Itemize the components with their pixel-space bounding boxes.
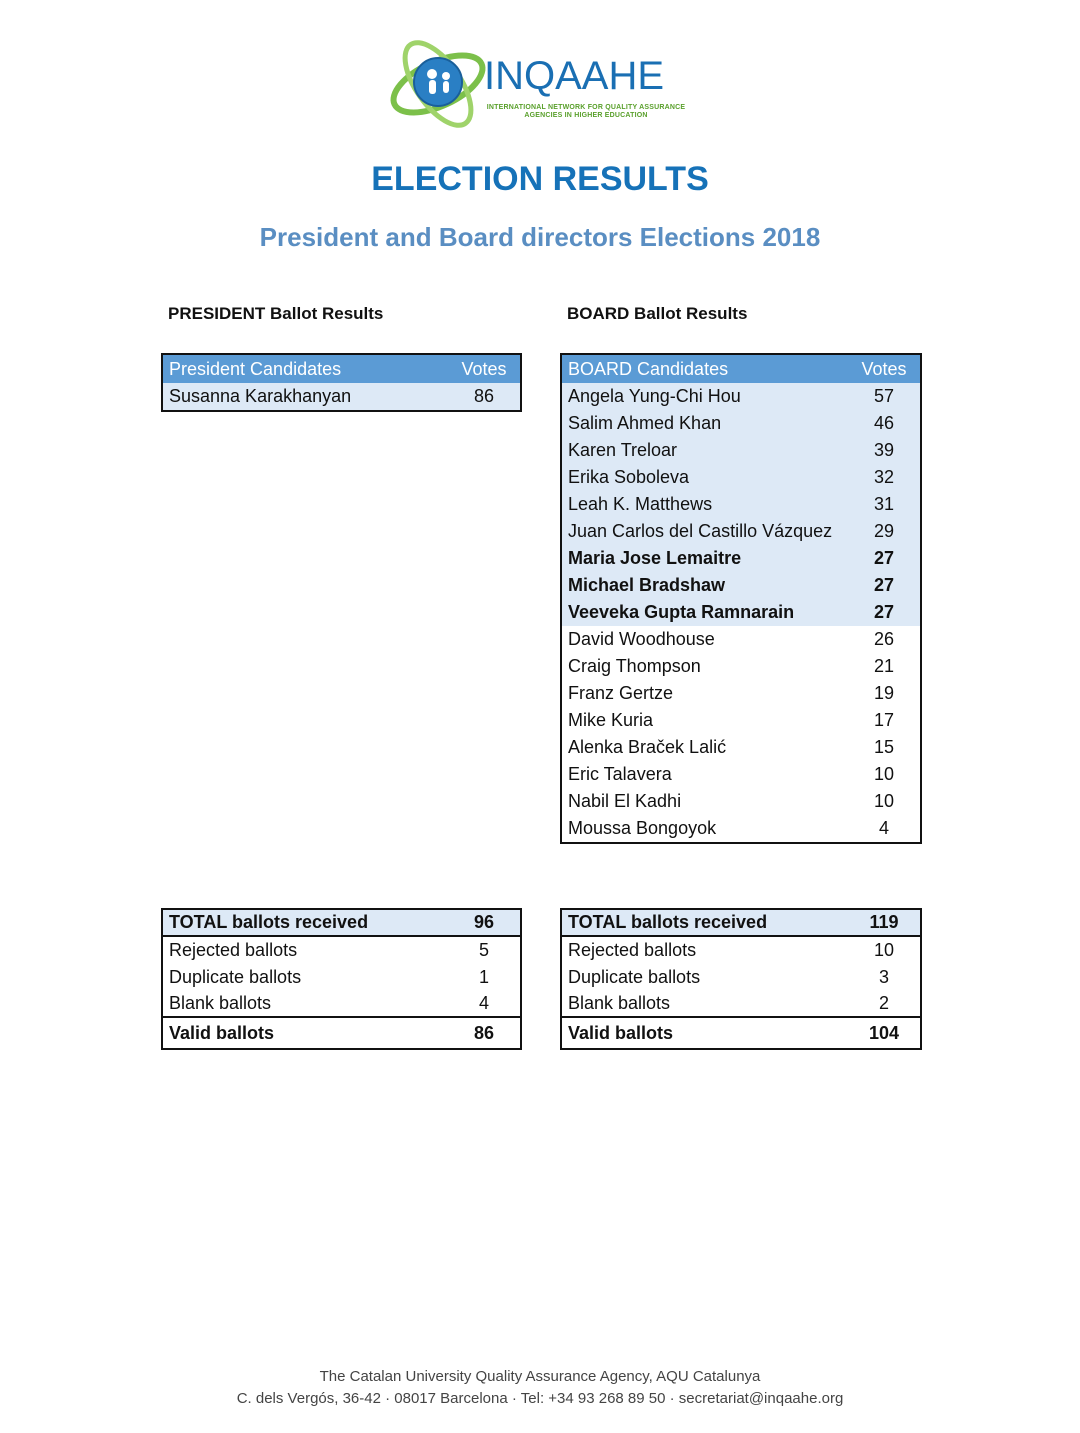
- table-header: [163, 355, 520, 383]
- totals-value: 4: [478, 993, 489, 1013]
- candidate-name: Salim Ahmed Khan: [568, 413, 722, 433]
- table-row: [562, 653, 920, 680]
- page-subtitle: President and Board directors Elections 2018: [259, 222, 821, 252]
- candidate-votes: 86: [473, 386, 495, 406]
- candidate-name: Susanna Karakhanyan: [169, 386, 352, 406]
- candidate-votes: 10: [873, 764, 895, 784]
- candidate-votes: 46: [873, 413, 895, 433]
- totals-label: Blank ballots: [169, 993, 272, 1013]
- totals-value: 86: [473, 1022, 495, 1043]
- table-row: [562, 788, 920, 815]
- totals-label: Valid ballots: [169, 1022, 275, 1043]
- president-totals-table: [161, 908, 522, 1050]
- rejected-ballots-row: [562, 937, 920, 964]
- totals-value: 104: [868, 1022, 900, 1043]
- candidate-name: Angela Yung-Chi Hou: [568, 386, 741, 406]
- table-row: [562, 815, 920, 842]
- table-row: [562, 491, 920, 518]
- total-ballots-row: [163, 910, 520, 937]
- totals-label: Valid ballots: [568, 1022, 674, 1043]
- footer-agency: The Catalan University Quality Assurance Agency, AQU Catalunya: [319, 1368, 761, 1385]
- candidate-votes: 27: [873, 548, 895, 568]
- candidate-name: Leah K. Matthews: [568, 494, 713, 514]
- duplicate-ballots-row: [562, 964, 920, 991]
- candidate-votes: 39: [873, 440, 895, 460]
- candidate-name: Michael Bradshaw: [568, 575, 726, 595]
- table-header: [562, 355, 920, 383]
- candidate-votes: 21: [873, 656, 895, 676]
- header-name: President Candidates: [169, 358, 342, 379]
- header-votes: Votes: [861, 358, 907, 379]
- candidate-name: Karen Treloar: [568, 440, 678, 460]
- totals-value: 10: [873, 940, 895, 960]
- blank-ballots-row: [562, 991, 920, 1018]
- page-title: ELECTION RESULTS: [371, 160, 709, 198]
- candidate-name: Erika Soboleva: [568, 467, 690, 487]
- candidate-name: Alenka Braček Lalić: [568, 737, 727, 757]
- table-row: [562, 518, 920, 545]
- president-candidates-table: [161, 353, 522, 412]
- candidate-votes: 10: [873, 791, 895, 811]
- header-name: BOARD Candidates: [568, 358, 729, 379]
- candidate-name: Veeveka Gupta Ramnarain: [568, 602, 795, 622]
- candidate-votes: 29: [873, 521, 895, 541]
- header-votes: Votes: [461, 358, 507, 379]
- totals-value: 96: [473, 912, 495, 932]
- candidate-name: Mike Kuria: [568, 710, 654, 730]
- totals-value: 3: [878, 967, 889, 987]
- candidate-name: Craig Thompson: [568, 656, 701, 676]
- totals-label: Blank ballots: [568, 993, 671, 1013]
- totals-value: 5: [478, 940, 489, 960]
- duplicate-ballots-row: [163, 964, 520, 991]
- candidate-name: Eric Talavera: [568, 764, 672, 784]
- board-section-label: BOARD Ballot Results: [567, 304, 748, 323]
- table-row: [562, 437, 920, 464]
- candidate-votes: 19: [873, 683, 895, 703]
- candidate-votes: 26: [873, 629, 895, 649]
- table-row: [562, 410, 920, 437]
- table-row: [562, 383, 920, 410]
- table-row: [562, 599, 920, 626]
- totals-value: 119: [869, 912, 899, 932]
- totals-label: TOTAL ballots received: [169, 912, 369, 932]
- candidate-votes: 4: [878, 818, 889, 838]
- board-totals-table: [560, 908, 922, 1050]
- totals-label: Duplicate ballots: [169, 967, 302, 987]
- rejected-ballots-row: [163, 937, 520, 964]
- candidate-name: Franz Gertze: [568, 683, 674, 703]
- totals-label: TOTAL ballots received: [568, 912, 768, 932]
- valid-ballots-row: [562, 1018, 920, 1048]
- candidate-votes: 27: [873, 602, 895, 622]
- candidate-votes: 17: [873, 710, 895, 730]
- candidate-name: Moussa Bongoyok: [568, 818, 717, 838]
- totals-label: Rejected ballots: [568, 940, 697, 960]
- logo: [386, 30, 686, 138]
- table-row: [562, 572, 920, 599]
- table-row: [562, 545, 920, 572]
- logo-wordmark: INQAAHE: [484, 54, 665, 98]
- candidate-name: Maria Jose Lemaitre: [568, 548, 742, 568]
- candidate-votes: 15: [873, 737, 895, 757]
- totals-label: Duplicate ballots: [568, 967, 701, 987]
- president-section-label: PRESIDENT Ballot Results: [168, 304, 384, 323]
- table-row: [562, 734, 920, 761]
- candidate-votes: 57: [873, 386, 895, 406]
- logo-tagline: INTERNATIONAL NETWORK FOR QUALITY ASSURANCE AGENCIES IN HIGHER EDUCATION: [486, 104, 686, 119]
- table-row: [562, 626, 920, 653]
- candidate-name: Nabil El Kadhi: [568, 791, 682, 811]
- board-candidates-table: [560, 353, 922, 844]
- blank-ballots-row: [163, 991, 520, 1018]
- table-row: [562, 464, 920, 491]
- total-ballots-row: [562, 910, 920, 937]
- table-row: [163, 383, 520, 410]
- candidate-votes: 27: [873, 575, 895, 595]
- table-row: [562, 680, 920, 707]
- totals-label: Rejected ballots: [169, 940, 298, 960]
- table-row: [562, 707, 920, 734]
- candidate-votes: 31: [873, 494, 895, 514]
- candidate-name: Juan Carlos del Castillo Vázquez: [568, 521, 833, 541]
- candidate-name: David Woodhouse: [568, 629, 715, 649]
- totals-value: 2: [878, 993, 889, 1013]
- candidate-votes: 32: [873, 467, 895, 487]
- table-row: [562, 761, 920, 788]
- footer-address: C. dels Vergós, 36-42 · 08017 Barcelona · Tel: +34 93 268 89 50 · secretariat@inqaahe.org: [236, 1390, 844, 1407]
- valid-ballots-row: [163, 1018, 520, 1048]
- globe-logo-icon: [386, 30, 496, 138]
- totals-value: 1: [478, 967, 489, 987]
